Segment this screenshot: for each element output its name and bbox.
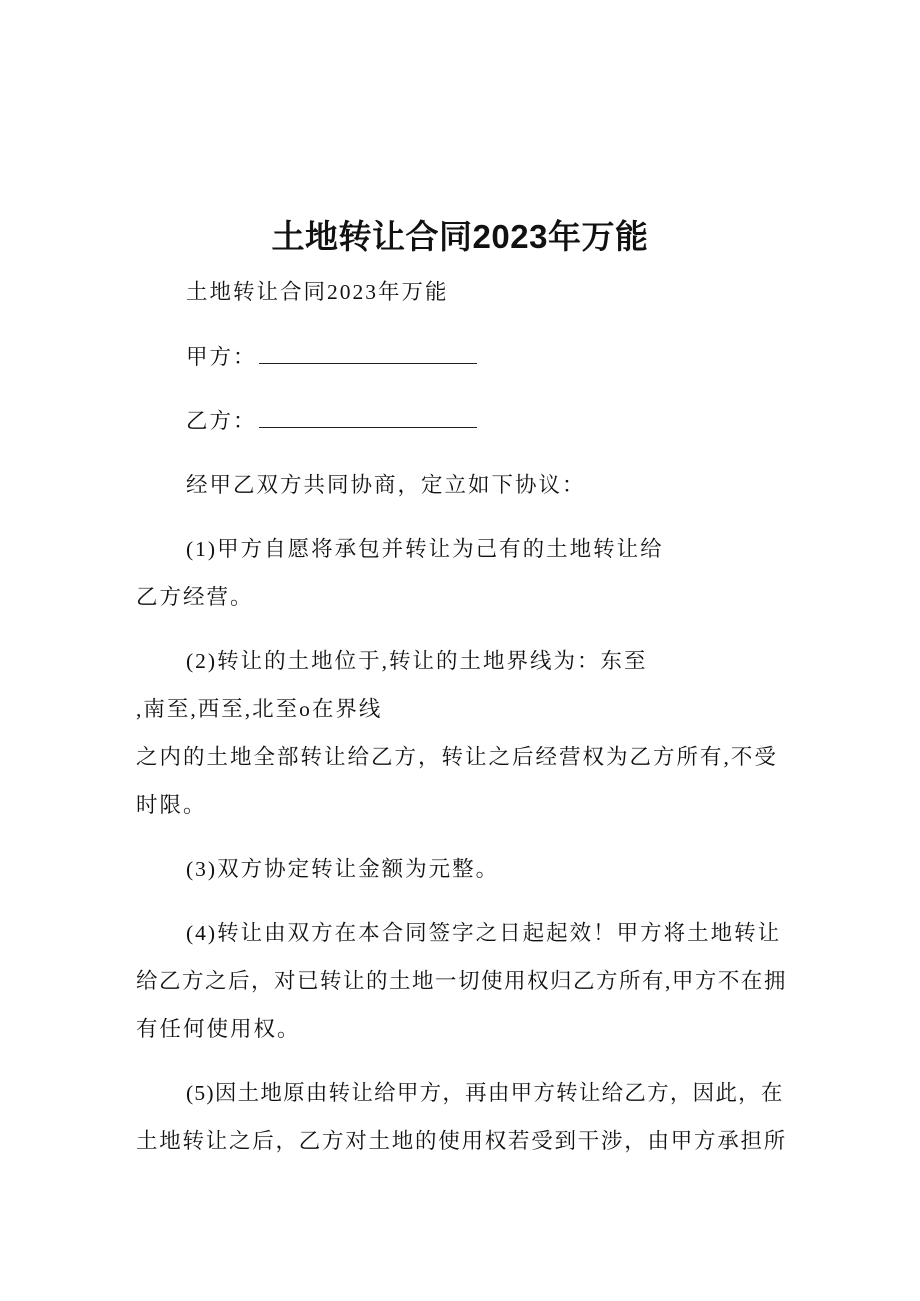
clause-4-line-3: 有任何使用权。 — [136, 1017, 301, 1041]
party-a-blank — [259, 343, 477, 364]
clause-2-line-2: ,南至,西至,北至o在界线 — [136, 697, 383, 721]
party-b-label: 乙方： — [186, 409, 257, 433]
clause-5-line-1: (5)因土地原由转让给甲方，再由甲方转让给乙方，因此，在 — [186, 1081, 784, 1105]
clause-2-line-3: 之内的土地全部转让给乙方，转让之后经营权为乙方所有,不受 — [136, 745, 778, 769]
party-b-line — [186, 406, 477, 436]
clause-3-line-1: (3)双方协定转让金额为元整。 — [186, 857, 500, 881]
clause-4-line-2: 给乙方之后，对已转让的土地一切使用权归乙方所有,甲方不在拥 — [136, 969, 787, 993]
party-a-label: 甲方： — [186, 345, 257, 369]
clause-1-line-1: (1)甲方自愿将承包并转让为己有的土地转让给 — [186, 537, 664, 561]
party-b-blank — [259, 407, 477, 428]
clause-2-line-4: 时限。 — [136, 793, 207, 817]
clause-2-line-1: (2)转让的土地位于,转让的土地界线为：东至 — [186, 649, 648, 673]
document-subtitle: 土地转让合同2023年万能 — [186, 280, 449, 304]
clause-4-line-1: (4)转让由双方在本合同签字之日起起效！甲方将土地转让 — [186, 921, 782, 945]
document-title: 土地转让合同2023年万能 — [271, 218, 649, 256]
clause-5-line-2: 土地转让之后，乙方对土地的使用权若受到干涉，由甲方承担所 — [136, 1129, 788, 1153]
intro-text: 经甲乙双方共同协商，定立如下协议： — [186, 473, 586, 497]
clause-1-line-2: 乙方经营。 — [136, 585, 254, 609]
party-a-line — [186, 342, 477, 372]
